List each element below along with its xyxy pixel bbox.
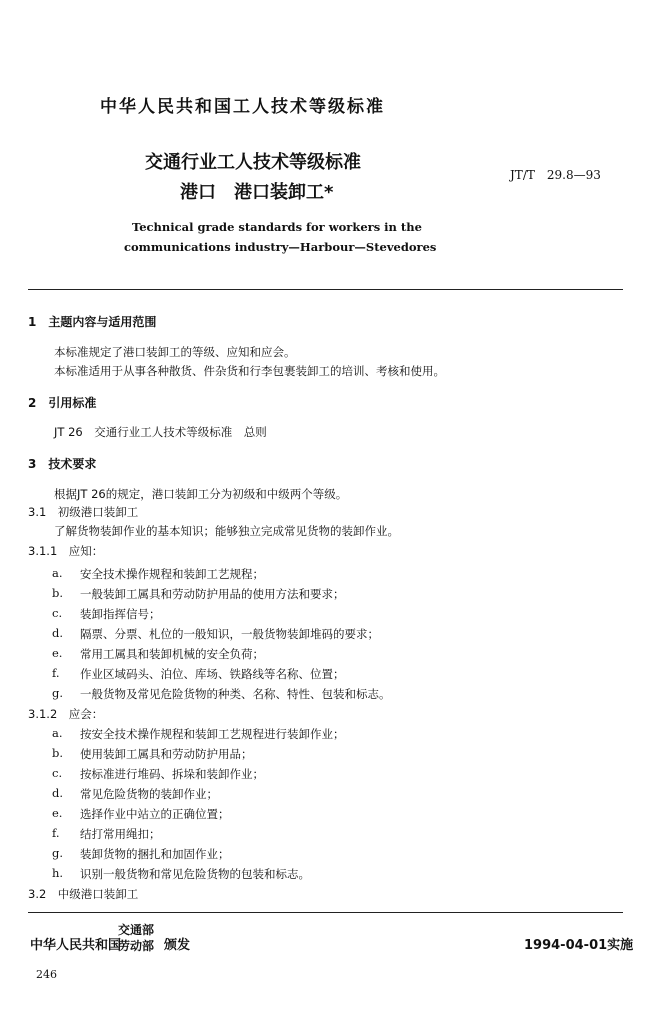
page-number: 246 <box>36 968 57 981</box>
section-2-reference: JT 26 交通行业工人技术等级标准 总则 <box>54 425 267 439</box>
section-3-2-heading: 3.2 中级港口装卸工 <box>28 887 139 901</box>
issuer-ministry-2: 劳动部 <box>118 939 155 953</box>
issuer-verb: 颁发 <box>164 938 191 953</box>
list-item: 装卸指挥信号； <box>80 607 161 621</box>
list-item: 按标准进行堆码、拆垛和装卸作业； <box>80 767 264 781</box>
list-item-letter: b. <box>52 586 64 600</box>
list-item-letter: a. <box>52 726 63 740</box>
standard-title-line-2: 港口 港口装卸工* <box>180 182 334 203</box>
list-item-letter: f. <box>52 826 60 840</box>
list-item-letter: a. <box>52 566 63 580</box>
standard-title-line-1: 交通行业工人技术等级标准 <box>145 152 361 173</box>
list-item: 一般货物及常见危险货物的种类、名称、特性、包装和标志。 <box>80 687 391 701</box>
list-item: 常用工属具和装卸机械的安全负荷； <box>80 647 264 661</box>
issuer-ministry-1: 交通部 <box>118 923 155 937</box>
section-3-1-heading: 3.1 初级港口装卸工 <box>28 505 139 519</box>
list-item-letter: g. <box>52 686 64 700</box>
list-item-letter: f. <box>52 666 60 680</box>
list-item: 一般装卸工属具和劳动防护用品的使用方法和要求； <box>80 587 345 601</box>
section-2-heading: 2 引用标准 <box>28 396 97 410</box>
list-item: 作业区域码头、泊位、库场、铁路线等名称、位置； <box>80 667 345 681</box>
list-item-letter: c. <box>52 766 63 780</box>
list-item-letter: d. <box>52 626 64 640</box>
header-divider <box>28 289 623 290</box>
issuer-prefix: 中华人民共和国 <box>30 938 122 953</box>
section-3-1-paragraph: 了解货物装卸作业的基本知识；能够独立完成常见货物的装卸作业。 <box>54 524 399 538</box>
list-item: 使用装卸工属具和劳动防护用品； <box>80 747 253 761</box>
list-item: 安全技术操作规程和装卸工艺规程； <box>80 567 264 581</box>
list-item-letter: e. <box>52 806 63 820</box>
standard-code: JT/T 29.8—93 <box>510 168 601 182</box>
section-3-paragraph: 根据JT 26的规定，港口装卸工分为初级和中级两个等级。 <box>54 487 348 501</box>
issuer-ministries <box>118 922 154 954</box>
implementation-date: 1994-04-01实施 <box>524 938 634 953</box>
section-1-paragraph-1: 本标准规定了港口装卸工的等级、应知和应会。 <box>54 345 296 359</box>
section-1-paragraph-2: 本标准适用于从事各种散货、件杂货和行李包裹装卸工的培训、考核和使用。 <box>54 364 445 378</box>
list-item: 结打常用绳扣； <box>80 827 161 841</box>
national-standard-title: 中华人民共和国工人技术等级标准 <box>100 97 385 117</box>
list-item: 按安全技术操作规程和装卸工艺规程进行装卸作业； <box>80 727 345 741</box>
list-item: 装卸货物的捆扎和加固作业； <box>80 847 230 861</box>
section-3-1-1-heading: 3.1.1 应知： <box>28 544 104 558</box>
list-item-letter: d. <box>52 786 64 800</box>
english-title-line-1: Technical grade standards for workers in the <box>132 220 422 234</box>
list-item: 隔票、分票、札位的一般知识，一般货物装卸堆码的要求； <box>80 627 379 641</box>
list-item: 常见危险货物的装卸作业； <box>80 787 218 801</box>
footer-divider <box>28 912 623 913</box>
english-title-line-2: communications industry—Harbour—Stevedores <box>124 240 437 254</box>
list-item-letter: h. <box>52 866 64 880</box>
section-1-heading: 1 主题内容与适用范围 <box>28 315 157 329</box>
list-item-letter: g. <box>52 846 64 860</box>
list-item-letter: b. <box>52 746 64 760</box>
list-item-letter: c. <box>52 606 63 620</box>
list-item-letter: e. <box>52 646 63 660</box>
section-3-heading: 3 技术要求 <box>28 457 97 471</box>
list-item: 选择作业中站立的正确位置； <box>80 807 230 821</box>
section-3-1-2-heading: 3.1.2 应会： <box>28 707 104 721</box>
list-item: 识别一般货物和常见危险货物的包装和标志。 <box>80 867 310 881</box>
